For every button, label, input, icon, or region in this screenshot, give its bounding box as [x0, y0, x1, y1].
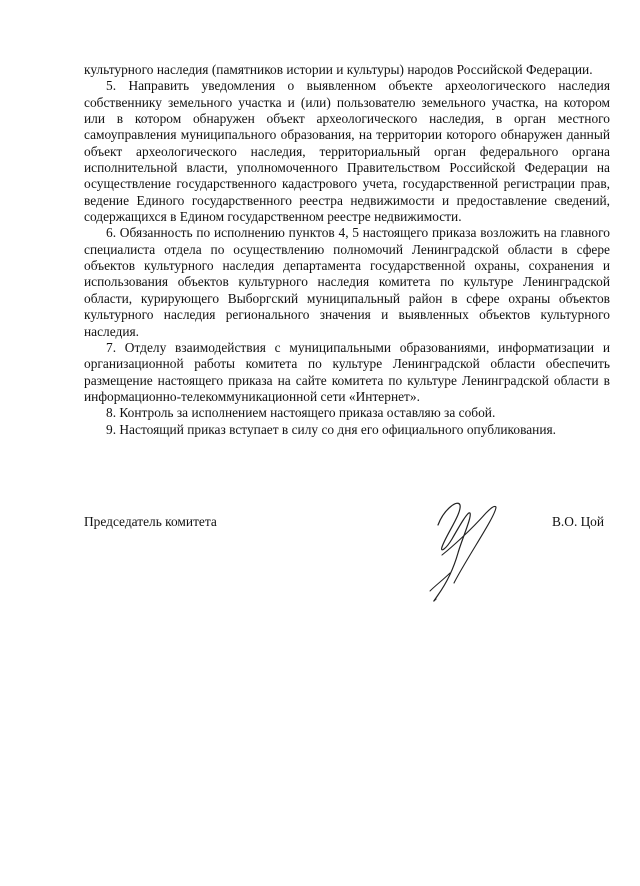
paragraph-item-8: 8. Контроль за исполнением настоящего приказа оставляю за собой.	[106, 405, 496, 421]
paragraph-item-7: 7. Отделу взаимодействия с муниципальными образованиями, информатизации и организационной работы комитета по культуре Ленинградской области обеспечить размещение настоящего приказа на сайте комитета по культуре Ленинградской области в информационно-телекоммуникационной сети «Интернет».	[84, 339, 610, 404]
signatory-name: В.О. Цой	[552, 514, 604, 529]
document-body	[84, 62, 610, 438]
signatory-position: Председатель комитета	[84, 514, 217, 529]
handwritten-signature	[424, 495, 504, 607]
paragraph-item-5: 5. Направить уведомления о выявленном объекте археологического наследия собственнику земельного участка и (или) пользователю земельного участка, на котором или в котором обнаружен объект археологического наследия, в орган местного самоуправления муниципального образования, на территории которого обнаружен данный объект археологического наследия, территориальный орган федерального органа исполнительной власти, уполномоченного Правительством Российской Федерации на осуществление государственного кадастрового учета, государственной регистрации прав, ведение Единого государственного реестра недвижимости и предоставление сведений, содержащихся в Едином государственном реестре недвижимости.	[84, 78, 610, 225]
signature-block	[84, 509, 610, 609]
paragraph-continuation: культурного наследия (памятников истории и культуры) народов Российской Федерации.	[84, 62, 593, 77]
paragraph-item-6: 6. Обязанность по исполнению пунктов 4, 5 настоящего приказа возложить на главного специалиста отдела по осуществлению полномочий Ленинградской области в сфере объектов культурного наследия департамента государственной охраны, сохранения и использования объектов культурного наследия комитета по культуре Ленинградской области, курирующего Выборгский муниципальный район в сфере охраны объектов культурного наследия регионального значения и выявленных объектов культурного наследия.	[84, 225, 610, 339]
paragraph-item-9: 9. Настоящий приказ вступает в силу со дня его официального опубликования.	[106, 421, 556, 437]
